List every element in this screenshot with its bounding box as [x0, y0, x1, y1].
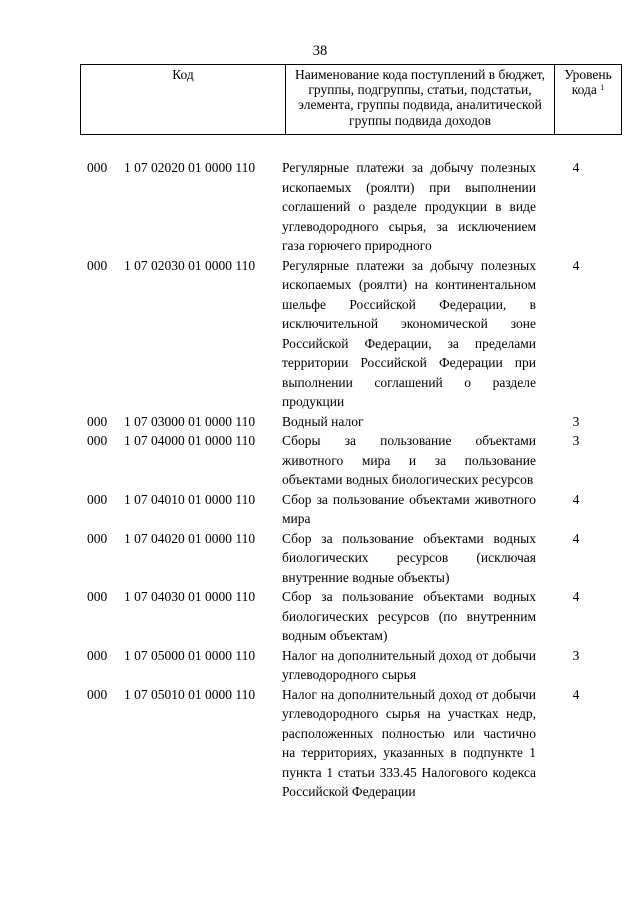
- row-code: 1 07 02020 01 0000 110: [124, 160, 256, 175]
- table-row: [0, 431, 640, 490]
- row-name: Сборы за пользование объектами животного мира и за пользование объектами водных биологических ресурсов: [282, 433, 536, 487]
- row-level: 3: [572, 433, 580, 448]
- header-name: Наименование кода поступлений в бюджет, группы, подгруппы, статьи, подстатьи, элемента, группы подвида, аналитической группы подвида доходов: [286, 65, 555, 135]
- row-admin-code: 000: [87, 257, 108, 273]
- header-code: Код: [81, 65, 286, 135]
- row-level: 4: [572, 257, 580, 273]
- row-code: 1 07 05010 01 0000 110: [124, 686, 256, 702]
- row-admin-code: 000: [87, 160, 108, 175]
- footnote-marker: 1: [600, 83, 605, 93]
- table-row: [0, 529, 640, 588]
- row-admin-code: 000: [87, 491, 108, 507]
- row-code: 1 07 04020 01 0000 110: [124, 530, 256, 546]
- table-row: [0, 412, 640, 432]
- row-code: 1 07 03000 01 0000 110: [124, 413, 256, 429]
- row-code: 1 07 02030 01 0000 110: [124, 257, 256, 273]
- table-row: [0, 646, 640, 685]
- row-code: 1 07 04000 01 0000 110: [124, 433, 256, 448]
- table-header: [80, 64, 622, 135]
- row-code: 1 07 04030 01 0000 110: [124, 589, 256, 604]
- row-admin-code: 000: [87, 433, 108, 448]
- row-level: 3: [572, 647, 580, 663]
- row-admin-code: 000: [87, 686, 108, 702]
- row-name: Регулярные платежи за добычу полезных ископаемых (роялти) при выполнении соглашений о разделе продукции в виде углеводородного сырья, за исключением газа горючего природного: [282, 160, 536, 253]
- row-admin-code: 000: [87, 589, 108, 604]
- table-row: [0, 490, 640, 529]
- row-name: Водный налог: [282, 413, 364, 429]
- row-level: 4: [572, 686, 580, 702]
- row-name: Сбор за пользование объектами животного мира: [282, 491, 536, 526]
- row-name: Налог на дополнительный доход от добычи углеводородного сырья: [282, 647, 536, 682]
- row-admin-code: 000: [87, 530, 108, 546]
- table-row: [0, 256, 640, 412]
- row-level: 3: [572, 413, 580, 429]
- row-admin-code: 000: [87, 413, 108, 429]
- table-row: [0, 685, 640, 802]
- row-level: 4: [572, 589, 580, 604]
- row-code: 1 07 04010 01 0000 110: [124, 491, 256, 507]
- row-name: Регулярные платежи за добычу полезных ископаемых (роялти) на континентальном шельфе Российской Федерации, в исключительной экономической зоне Российской Федерации, за пределами территории Российской Федерации при выполнении соглашений о разделе продукции: [282, 257, 536, 409]
- row-code: 1 07 05000 01 0000 110: [124, 647, 256, 663]
- row-level: 4: [572, 530, 580, 546]
- table-body: [0, 158, 640, 802]
- row-name: Сбор за пользование объектами водных биологических ресурсов (по внутренним водным объектам): [282, 589, 536, 643]
- row-name: Налог на дополнительный доход от добычи углеводородного сырья на участках недр, расположенных полностью или частично на территориях, указанных в подпункте 1 пункта 1 статьи 333.45 Налогового кодекса Российской Федерации: [282, 686, 536, 799]
- row-level: 4: [572, 160, 580, 175]
- header-level-label: Уровень кода: [564, 67, 612, 98]
- table-row: [0, 587, 640, 646]
- page-number: 38: [312, 43, 328, 59]
- row-level: 4: [572, 491, 580, 507]
- row-admin-code: 000: [87, 647, 108, 663]
- table-row: [0, 158, 640, 256]
- header-level: [555, 65, 622, 135]
- row-name: Сбор за пользование объектами водных биологических ресурсов (исключая внутренние водные объекты): [282, 530, 536, 585]
